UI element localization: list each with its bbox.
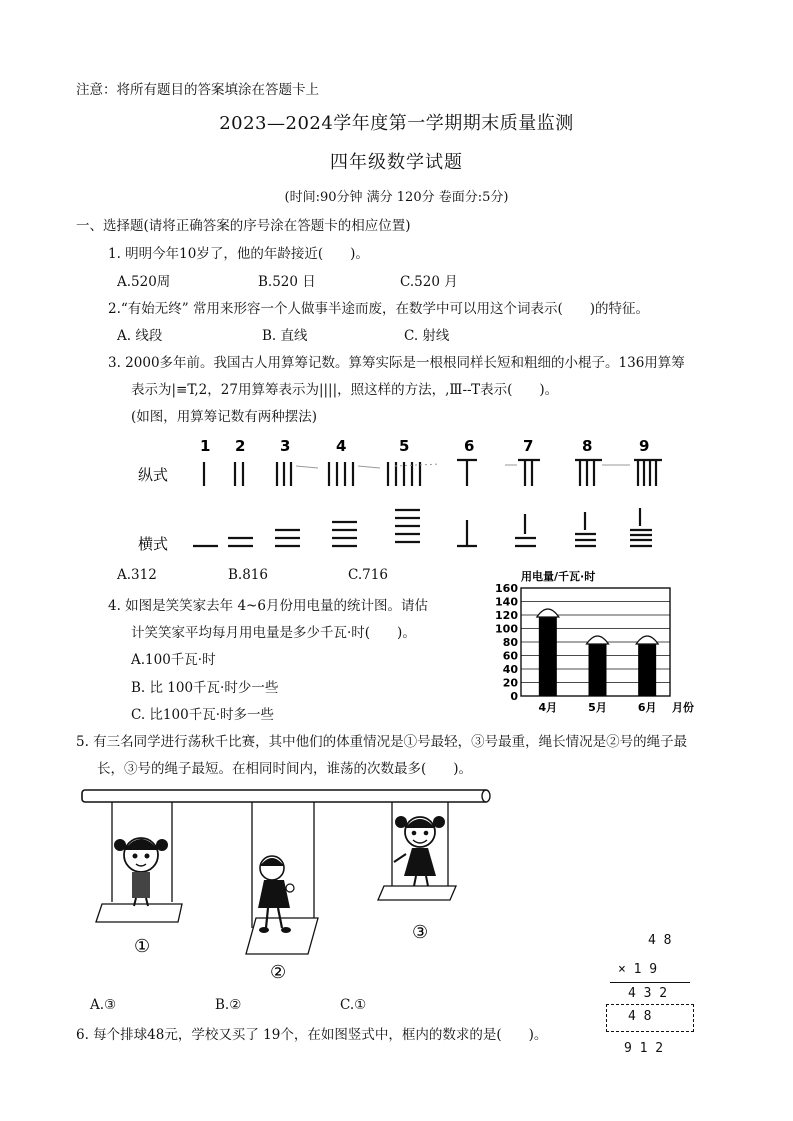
vertical-rods [204,460,662,486]
section-heading: 一、选择题(请将正确答案的序号涂在答题卡的相应位置) [76,218,411,234]
notice: 注意：将所有题目的答案填涂在答题卡上 [76,82,319,98]
counting-rods-figure [120,428,680,563]
swing-label-1: ① [134,936,151,957]
calc-partial-1: 4 3 2 [628,986,668,1001]
question-4-line1: 4. 如图是笑笑家去年 4~6月份用电量的统计图。请估 [108,598,428,614]
chart-ytick-label: 120 [495,609,518,622]
q3-option-b: B.816 [228,567,268,583]
q2-option-b: B. 直线 [262,328,308,344]
rod-number-6: 6 [464,437,475,455]
question-6: 6. 每个排球48元，学校又买了 19个，在如图竖式中，框内的数求的是( )。 [76,1027,548,1043]
swing-label-3: ③ [412,922,429,943]
q5-option-c: C.① [340,997,367,1013]
exam-info: (时间:90分钟 满分 120分 卷面分:5分) [284,190,509,205]
calc-line-1 [610,982,690,983]
chart-bar-cap [587,636,609,644]
rod-number-5: 5 [399,437,410,455]
q5-option-b: B.② [215,997,242,1013]
calc-multiplier: × 1 9 [618,962,658,977]
chart-bar [638,642,656,696]
rod-number-9: 9 [639,437,650,455]
question-1: 1. 明明今年10岁了，他的年龄接近( )。 [108,246,369,262]
chart-ytick-label: 40 [502,663,518,676]
chart-xtick-label: 5月 [588,701,607,714]
q1-option-a: A.520周 [117,274,171,290]
vertical-form-label: 纵式 [138,466,169,484]
chart-ytick-label: 0 [510,690,518,703]
swing-1 [96,802,182,922]
rod-number-7: 7 [523,437,534,455]
chart-bar-cap [636,636,658,644]
exam-subtitle: 四年级数学试题 [330,152,463,173]
question-3-line3: (如图，用算筹记数有两种摆法) [131,409,318,425]
question-4-line2: 计笑笑家平均每月用电量是多少千瓦·时( )。 [131,625,416,641]
exam-title: 2023—2024学年度第一学期期末质量监测 [219,113,574,134]
calc-multiplicand: 4 8 [648,933,672,948]
rod-number-1: 1 [200,437,211,455]
q2-option-a: A. 线段 [117,328,163,344]
q1-option-c: C.520 月 [400,274,458,290]
chart-ytick-label: 160 [495,582,518,595]
swing-3 [378,802,456,900]
question-5-line1: 5. 有三名同学进行荡秋千比赛，其中他们的体重情况是①号最轻，③号最重，绳长情况是②号的绳子最 [76,734,688,750]
chart-xtick-label: 4月 [538,701,558,714]
question-2: 2.“有始无终” 常用来形容一个人做事半途而废，在数学中可以用这个词表示( )的特征。 [108,301,650,317]
chart-ytick-label: 20 [502,676,518,690]
rod-number-2: 2 [235,437,246,455]
q3-option-a: A.312 [117,567,157,583]
q5-option-a: A.③ [90,997,117,1013]
chart-bar [589,642,607,696]
rod-number-3: 3 [280,437,291,455]
question-3-line1: 3. 2000多年前。我国古人用算筹记数。算筹实际是一根根同样长短和粗细的小棍子。136用算筹 [108,355,685,371]
horizontal-form-label: 横式 [138,535,169,553]
horizontal-rods [193,508,652,546]
chart-bar [539,615,557,696]
swing-frame-bar [82,790,488,802]
question-5-line2: 长，③号的绳子最短。在相同时间内，谁荡的次数最多( )。 [97,761,473,777]
chart-ytick-label: 80 [502,636,518,649]
q4-option-a: A.100千瓦·时 [131,652,216,668]
chart-x-suffix: 月份 [672,701,694,714]
chart-bar-cap [537,609,559,617]
q4-option-c: C. 比100千瓦·时多一些 [131,707,274,723]
swing-label-2: ② [270,962,287,982]
question-3-line2: 表示为|≡T,2，27用算筹表示为||||，照这样的方法，,Ⅲ--T表示( )。 [131,382,559,398]
chart-ytick-label: 60 [502,649,518,663]
rod-number-4: 4 [336,437,347,455]
swing-illustration [76,782,496,982]
calc-partial-2: 4 8 [628,1009,652,1024]
chart-xtick-label: 6月 [637,701,657,714]
rod-number-8: 8 [582,437,593,455]
q3-option-c: C.716 [348,567,388,583]
swing-2 [246,802,318,954]
chart-ytick-label: 100 [495,622,518,636]
q2-option-c: C. 射线 [404,328,450,344]
electricity-usage-chart [485,566,710,718]
q1-option-b: B.520 日 [258,274,316,290]
q4-option-b: B. 比 100千瓦·时少一些 [131,680,279,696]
calc-result: 9 1 2 [624,1041,664,1056]
chart-ytick-label: 140 [495,595,518,609]
chart-title: 用电量/千瓦·时 [521,570,596,583]
